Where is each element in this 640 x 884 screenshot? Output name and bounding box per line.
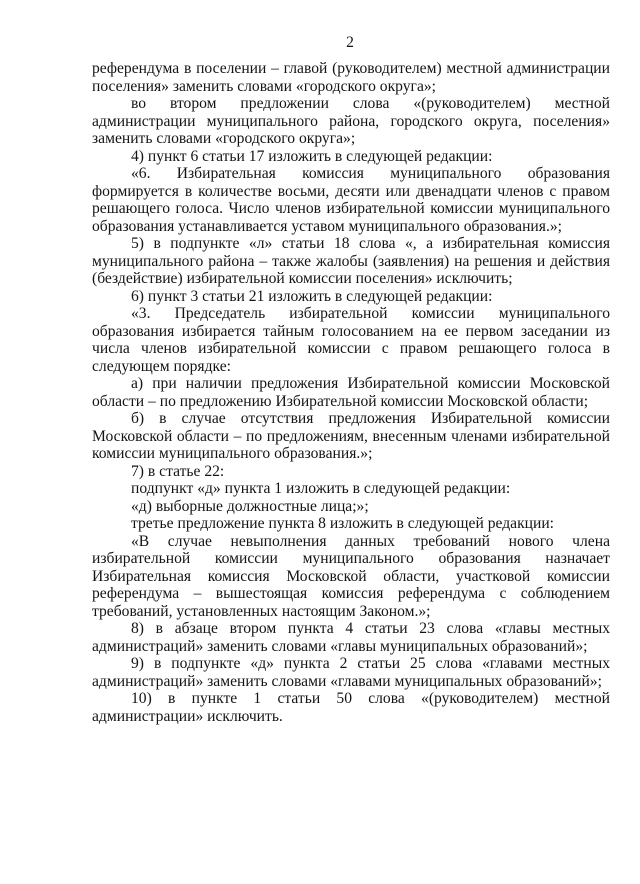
paragraph: референдума в поселении – главой (руководителем) местной администрации поселения» заменить словами «городского округа»; <box>92 60 610 95</box>
paragraph: 6) пункт 3 статьи 21 изложить в следующей редакции: <box>131 287 493 305</box>
paragraph: а) при наличии предложения Избирательной комиссии Московской области – по предложению Избирательной комиссии Московской области; <box>92 375 610 410</box>
document-body <box>92 60 610 725</box>
paragraph: «В случае невыполнения данных требований нового члена избирательной комиссии муниципального образования назначает Избирательная комиссия Московской области, участковой комиссии референдума – вышестоящая комиссия референдума с соблюдением требований, установленных настоящим Законом.»; <box>92 532 610 620</box>
paragraph: 8) в абзаце втором пункта 4 статьи 23 слова «главы местных администраций» заменить словами «главы муниципальных образований»; <box>92 620 610 655</box>
paragraph: 9) в подпункте «д» пункта 2 статьи 25 слова «главами местных администраций» заменить словами «главами муниципальных образований»; <box>92 655 610 690</box>
paragraph: б) в случае отсутствия предложения Избирательной комиссии Московской области – по предложениям, внесенным членами избирательной комиссии муниципального образования.»; <box>92 410 610 462</box>
paragraph: «6. Избирательная комиссия муниципального образования формируется в количестве восьми, десяти или двенадцати членов с правом решающего голоса. Число членов избирательной комиссии муниципального образования устанавливается уставом муниципального образования.»; <box>92 165 610 235</box>
paragraph: «д) выборные должностные лица;»; <box>131 497 369 515</box>
paragraph: во втором предложении слова «(руководителем) местной администрации муниципального района, городского округа, поселения» заменить словами «городского округа»; <box>92 95 610 147</box>
page-number: 2 <box>346 34 354 51</box>
paragraph: 10) в пункте 1 статьи 50 слова «(руководителем) местной администрации» исключить. <box>92 690 610 725</box>
paragraph: третье предложение пункта 8 изложить в следующей редакции: <box>131 515 555 532</box>
paragraph: подпункт «д» пункта 1 изложить в следующей редакции: <box>131 480 511 497</box>
paragraph: 7) в статье 22: <box>131 462 225 480</box>
paragraph: 4) пункт 6 статьи 17 изложить в следующей редакции: <box>131 147 493 165</box>
paragraph: «3. Председатель избирательной комиссии муниципального образования избирается тайным голосованием на ее первом заседании из числа членов избирательной комиссии с правом решающего голоса в следующем порядке: <box>92 305 610 375</box>
paragraph: 5) в подпункте «л» статьи 18 слова «, а избирательная комиссия муниципального района – также жалобы (заявления) на решения и действия (бездействие) избирательной комиссии поселения» исключить; <box>92 235 610 287</box>
